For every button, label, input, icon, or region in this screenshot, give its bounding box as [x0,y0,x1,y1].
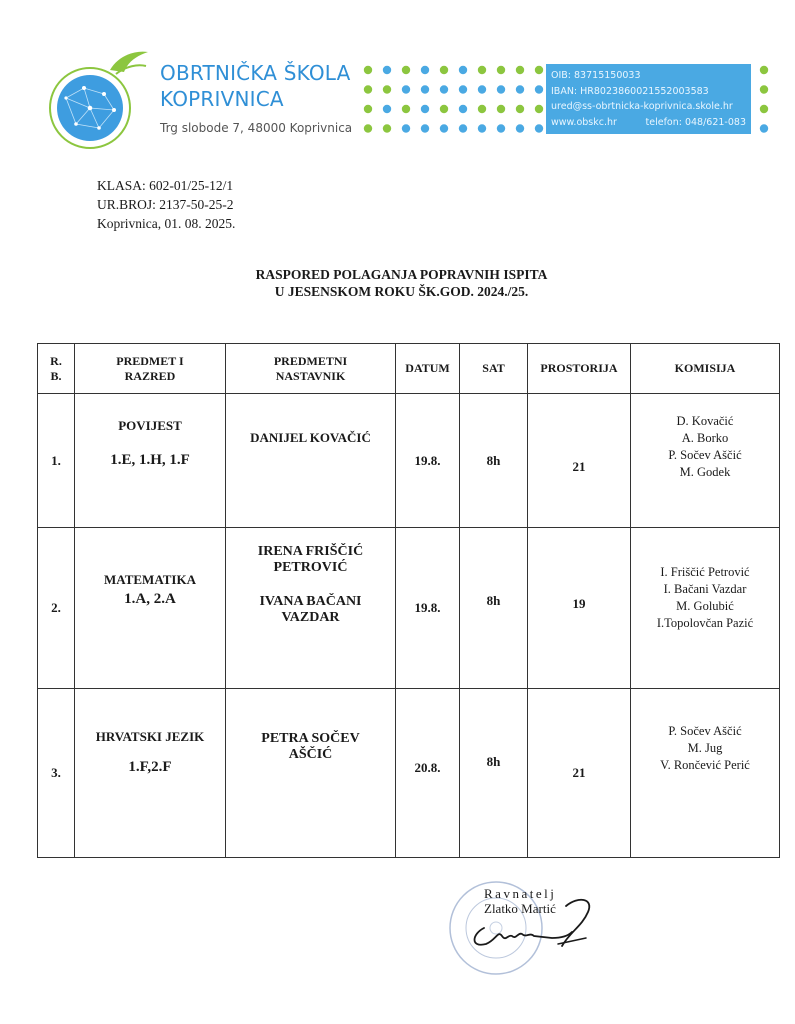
decorative-dot [459,105,467,113]
school-address: Trg slobode 7, 48000 Koprivnica [160,121,353,135]
teacher-name-line2: AŠČIĆ [288,747,333,762]
committee-member: I. Bačani Vazdar [663,582,747,596]
decorative-dot [478,66,486,74]
oib-text: OIB: 83715150033 [551,70,641,81]
decorative-dot [383,105,391,113]
decorative-dot [497,124,505,132]
decorative-dot [459,85,467,93]
decorative-dot [497,105,505,113]
decorative-dot [364,66,372,74]
title-line1: RASPORED POLAGANJA POPRAVNIH ISPITA [255,267,548,282]
subject-name: HRVATSKI JEZIK [95,729,205,744]
phone-text: telefon: 048/621-083 [645,116,746,128]
room-cell: 21 [528,394,631,528]
decorative-dot [440,85,448,93]
committee-member: P. Sočev Aščić [668,448,742,462]
decorative-dot [535,85,543,93]
urbroj: UR.BROJ: 2137-50-25-2 [97,197,234,212]
committee-cell [631,689,780,858]
klasa: KLASA: 602-01/25-12/1 [97,178,234,193]
header-predmet-line1: PREDMET I [116,353,184,368]
decorative-dot [421,105,429,113]
contact-info-box [546,64,751,134]
decorative-dot [478,85,486,93]
committee-cell [631,394,780,528]
subject-cell [75,394,226,528]
school-logo [44,48,150,152]
committee-list [631,564,779,632]
signature-name: Zlatko Martić [484,901,556,916]
table-row [38,689,780,858]
class-list: 1.E, 1.H, 1.F [110,452,190,468]
header-rb-line1: R. [50,353,62,368]
committee-member: M. Godek [679,465,731,479]
decorative-dot [478,105,486,113]
room-cell: 21 [528,689,631,858]
decorative-dots [362,64,548,136]
decorative-dot [497,66,505,74]
decorative-dot [459,124,467,132]
document-title [0,266,795,300]
decorative-dot [421,124,429,132]
teacher-name: DANIJEL KOVAČIĆ [250,430,371,445]
teacher-name-line1: IRENA FRIŠČIĆ [257,544,364,559]
decorative-dot [760,85,768,93]
row-number: 2. [38,528,75,689]
decorative-dot [760,124,768,132]
title-line2: U JESENSKOM ROKU ŠK.GOD. 2024./25. [274,284,529,299]
committee-member: M. Golubić [676,599,734,613]
table-row [38,394,780,528]
committee-cell [631,528,780,689]
exam-schedule-table [37,343,780,858]
committee-member: M. Jug [687,741,723,755]
header-nastavnik [226,344,396,394]
date-cell: 20.8. [396,689,460,858]
header-sat: SAT [460,344,528,394]
decorative-dot [383,85,391,93]
row-number: 1. [38,394,75,528]
teacher-cell [226,689,396,858]
decorative-dot [364,85,372,93]
teacher-name-line1: PETRA SOČEV [261,731,360,746]
date-cell: 19.8. [396,394,460,528]
email-text: ured@ss-obrtnicka-koprivnica.skole.hr [551,101,733,112]
subject-cell [75,689,226,858]
decorative-dot [516,124,524,132]
place-date: Koprivnica, 01. 08. 2025. [97,216,236,231]
decorative-dot [516,85,524,93]
decorative-dot [383,124,391,132]
teacher-cell [226,528,396,689]
school-name [160,60,351,112]
class-list: 1.A, 2.A [124,591,176,607]
subject-name: MATEMATIKA [104,572,196,587]
table-header-row [38,344,780,394]
committee-member: V. Rončević Perić [660,758,750,772]
teacher2-name-line2: VAZDAR [281,610,340,625]
web-text: www.obskc.hr [551,116,617,128]
header-komisija: KOMISIJA [631,344,780,394]
decorative-dot [364,124,372,132]
decorative-dot [440,124,448,132]
decorative-dot [760,66,768,74]
decorative-dot [535,66,543,74]
room-cell: 19 [528,528,631,689]
decorative-dot [364,105,372,113]
decorative-dots-right [757,64,771,136]
header-predmet-line2: RAZRED [124,368,176,383]
decorative-dot [459,66,467,74]
decorative-dot [402,105,410,113]
iban-text: IBAN: HR8023860021552003583 [551,85,709,97]
document-meta [97,176,235,233]
decorative-dot [421,66,429,74]
table-row [38,528,780,689]
committee-list [631,413,779,481]
subject-cell [75,528,226,689]
decorative-dot [440,66,448,74]
teacher2-name-line1: IVANA BAČANI [259,594,362,609]
teacher-cell [226,394,396,528]
header-nastavnik-line2: NASTAVNIK [275,368,346,383]
signature-title: Ravnatelj [484,886,557,901]
decorative-dot [402,66,410,74]
decorative-dot [516,105,524,113]
committee-member: I.Topolovčan Pazić [656,616,754,630]
decorative-dot [402,124,410,132]
decorative-dot [478,124,486,132]
committee-member: P. Sočev Aščić [668,724,742,738]
header-prostorija: PROSTORIJA [528,344,631,394]
school-name-line2: KOPRIVNICA [160,87,284,111]
committee-member: I. Friščić Petrović [660,565,750,579]
decorative-dot [440,105,448,113]
committee-member: A. Borko [681,431,729,445]
handwritten-signature [462,892,602,952]
header-nastavnik-line1: PREDMETNI [273,353,348,368]
header-datum: DATUM [396,344,460,394]
class-list: 1.F,2.F [128,759,172,775]
committee-list [631,723,779,774]
time-cell: 8h [460,689,528,858]
header-rb [38,344,75,394]
decorative-dot [383,66,391,74]
school-name-line1: OBRTNIČKA ŠKOLA [160,61,351,85]
header-predmet [75,344,226,394]
row-number: 3. [38,689,75,858]
teacher-name-line2: PETROVIĆ [273,560,348,575]
decorative-dot [535,124,543,132]
decorative-dot [516,66,524,74]
time-cell: 8h [460,394,528,528]
decorative-dot [421,85,429,93]
time-cell: 8h [460,528,528,689]
date-cell: 19.8. [396,528,460,689]
header-rb-line2: B. [50,368,62,383]
subject-name: POVIJEST [118,418,182,433]
decorative-dot [497,85,505,93]
decorative-dot [760,105,768,113]
decorative-dot [535,105,543,113]
decorative-dot [402,85,410,93]
committee-member: D. Kovačić [676,414,734,428]
